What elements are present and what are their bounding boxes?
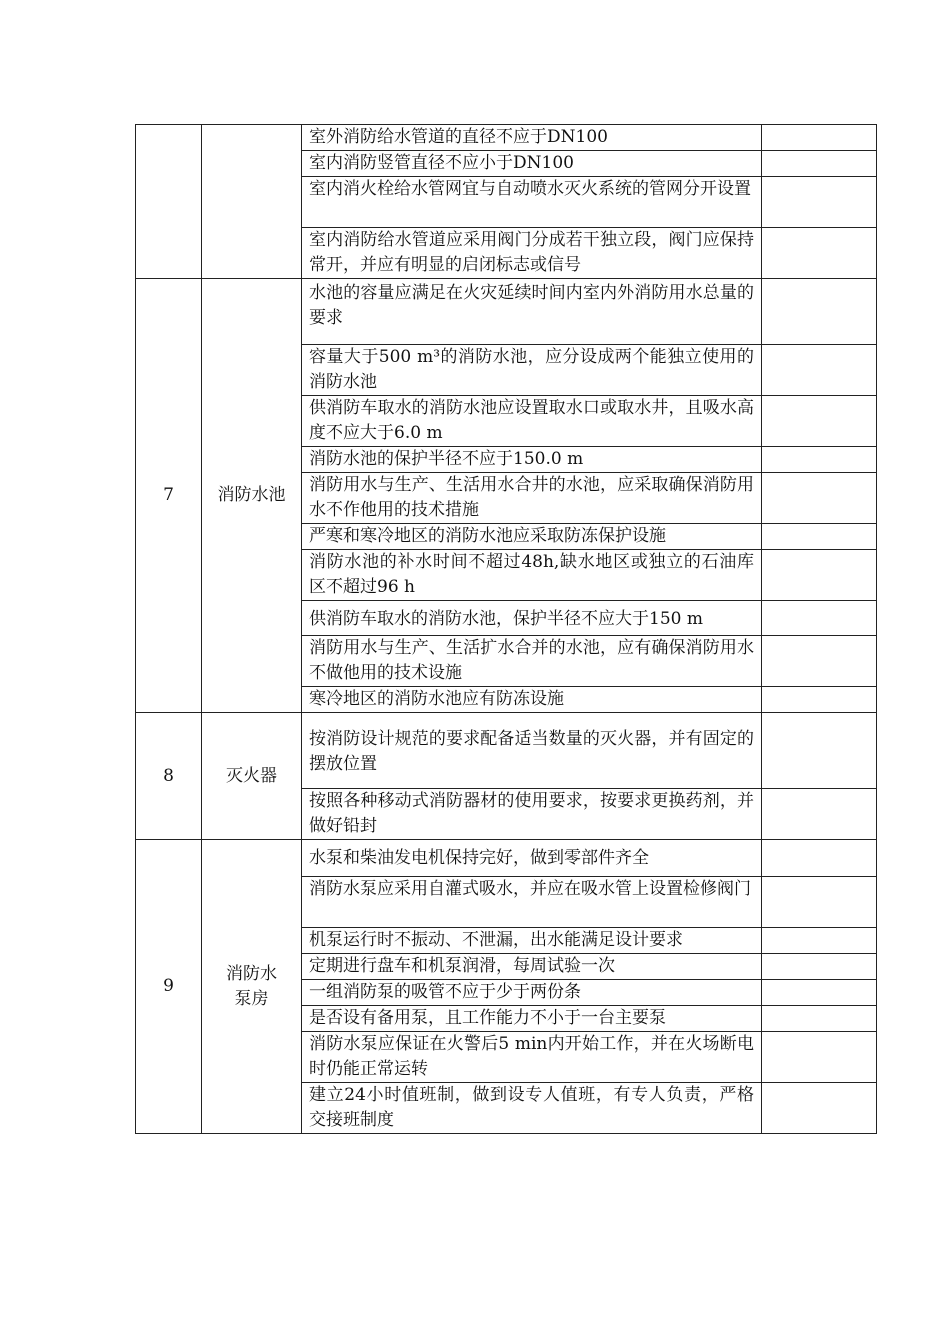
check-item-text: 是否设有备用泵，且工作能力不小于一台主要泵 xyxy=(302,1006,762,1032)
result-cell[interactable] xyxy=(762,1006,877,1032)
check-item-text: 室内消火栓给水管网宜与自动喷水灭火系统的管网分开设置 xyxy=(302,177,762,228)
result-cell[interactable] xyxy=(762,1083,877,1134)
fire-safety-checklist-table xyxy=(135,124,877,1134)
check-item-text: 按消防设计规范的要求配备适当数量的灭火器，并有固定的摆放位置 xyxy=(302,713,762,789)
check-item-text: 定期进行盘车和机泵润滑，每周试验一次 xyxy=(302,954,762,980)
check-item-text: 严寒和寒冷地区的消防水池应采取防冻保护设施 xyxy=(302,524,762,550)
check-item-text: 水池的容量应满足在火灾延续时间内室内外消防用水总量的要求 xyxy=(302,279,762,345)
check-item-text: 消防水泵应采用自灌式吸水，并应在吸水管上设置检修阀门 xyxy=(302,877,762,928)
section-number: 9 xyxy=(136,840,202,1134)
result-cell[interactable] xyxy=(762,980,877,1006)
result-cell[interactable] xyxy=(762,601,877,636)
check-item-text: 容量大于500 m³的消防水池，应分设成两个能独立使用的消防水池 xyxy=(302,345,762,396)
result-cell[interactable] xyxy=(762,447,877,473)
check-item-text: 寒冷地区的消防水池应有防冻设施 xyxy=(302,687,762,713)
check-item-text: 供消防车取水的消防水池应设置取水口或取水井，且吸水高度不应大于6.0 m xyxy=(302,396,762,447)
check-item-text: 机泵运行时不振动、不泄漏，出水能满足设计要求 xyxy=(302,928,762,954)
result-cell[interactable] xyxy=(762,840,877,877)
section-number: 7 xyxy=(136,279,202,713)
section-category: 消防水泵房 xyxy=(202,840,302,1134)
table-row xyxy=(136,125,877,151)
table-row xyxy=(136,279,877,345)
section-category: 灭火器 xyxy=(202,713,302,840)
check-item-text: 水泵和柴油发电机保持完好，做到零部件齐全 xyxy=(302,840,762,877)
section-category: 消防水池 xyxy=(202,279,302,713)
check-item-text: 室外消防给水管道的直径不应于DN100 xyxy=(302,125,762,151)
result-cell[interactable] xyxy=(762,1032,877,1083)
check-item-text: 消防用水与生产、生活用水合井的水池，应采取确保消防用水不作他用的技术措施 xyxy=(302,473,762,524)
result-cell[interactable] xyxy=(762,636,877,687)
check-item-text: 一组消防泵的吸管不应于少于两份条 xyxy=(302,980,762,1006)
table-row xyxy=(136,713,877,789)
result-cell[interactable] xyxy=(762,125,877,151)
result-cell[interactable] xyxy=(762,473,877,524)
result-cell[interactable] xyxy=(762,396,877,447)
result-cell[interactable] xyxy=(762,713,877,789)
result-cell[interactable] xyxy=(762,151,877,177)
result-cell[interactable] xyxy=(762,228,877,279)
result-cell[interactable] xyxy=(762,524,877,550)
check-item-text: 消防水池的补水时间不超过48h,缺水地区或独立的石油库区不超过96 h xyxy=(302,550,762,601)
result-cell[interactable] xyxy=(762,928,877,954)
check-item-text: 消防用水与生产、生活扩水合并的水池，应有确保消防用水不做他用的技术设施 xyxy=(302,636,762,687)
check-item-text: 室内消防竖管直径不应小于DN100 xyxy=(302,151,762,177)
result-cell[interactable] xyxy=(762,345,877,396)
check-item-text: 室内消防给水管道应采用阀门分成若干独立段，阀门应保持常开，并应有明显的启闭标志或信号 xyxy=(302,228,762,279)
check-item-text: 供消防车取水的消防水池，保护半径不应大于150 m xyxy=(302,601,762,636)
check-item-text: 消防水泵应保证在火警后5 min内开始工作，并在火场断电时仍能正常运转 xyxy=(302,1032,762,1083)
result-cell[interactable] xyxy=(762,877,877,928)
result-cell[interactable] xyxy=(762,279,877,345)
section-number: 8 xyxy=(136,713,202,840)
section-category xyxy=(202,125,302,279)
check-item-text: 建立24小时值班制，做到设专人值班，有专人负责，严格交接班制度 xyxy=(302,1083,762,1134)
table-row xyxy=(136,840,877,877)
section-number xyxy=(136,125,202,279)
result-cell[interactable] xyxy=(762,550,877,601)
check-item-text: 按照各种移动式消防器材的使用要求，按要求更换药剂，并做好铅封 xyxy=(302,789,762,840)
result-cell[interactable] xyxy=(762,954,877,980)
check-item-text: 消防水池的保护半径不应于150.0 m xyxy=(302,447,762,473)
result-cell[interactable] xyxy=(762,177,877,228)
result-cell[interactable] xyxy=(762,687,877,713)
result-cell[interactable] xyxy=(762,789,877,840)
